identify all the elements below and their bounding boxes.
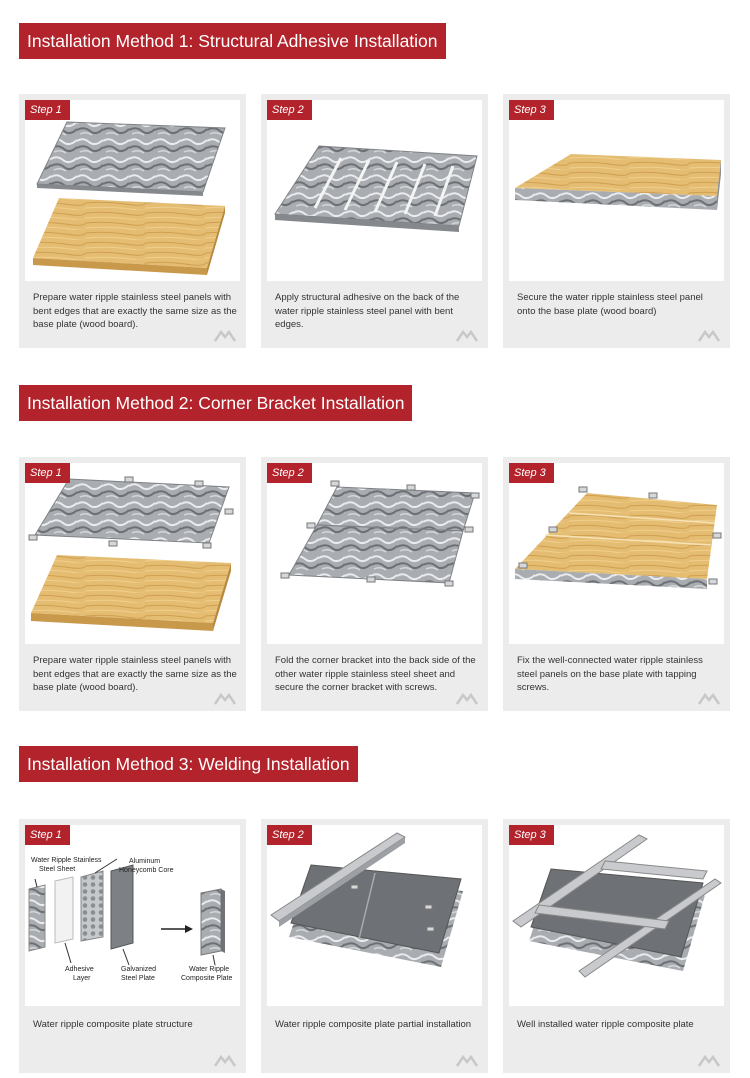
- step-illustration: [25, 825, 240, 1006]
- label-stainless-sheet: Water Ripple Stainless: [31, 857, 102, 864]
- step-card-welding-2: [261, 819, 488, 1073]
- label-steel-plate-2: Steel Plate: [121, 975, 155, 982]
- label-adhesive-layer-2: Layer: [73, 975, 91, 982]
- step-description: Prepare water ripple stainless steel panels with bent edges that are exactly the same size as the base plate (wood board).: [33, 655, 237, 693]
- section-title-bracket: Installation Method 2: Corner Bracket Installation: [19, 385, 412, 421]
- step-badge: Step 1: [25, 463, 70, 483]
- step-illustration: [267, 100, 482, 281]
- step-illustration: [267, 825, 482, 1006]
- step-description: Fix the well-connected water ripple stainless steel panels on the base plate with tapping screws.: [517, 655, 703, 693]
- step-card-adhesive-1: [19, 94, 246, 348]
- step-card-bracket-1: [19, 457, 246, 711]
- logo-watermark-icon: [456, 330, 478, 342]
- label-stainless-sheet-2: Steel Sheet: [39, 866, 76, 873]
- label-steel-plate: Galvanized: [121, 966, 157, 973]
- section-title-welding: Installation Method 3: Welding Installation: [19, 746, 358, 782]
- logo-watermark-icon: [698, 330, 720, 342]
- logo-watermark-icon: [214, 330, 236, 342]
- step-description: Prepare water ripple stainless steel panels with bent edges that are exactly the same size as the base plate (wood board).: [33, 292, 237, 330]
- section-title-adhesive: Installation Method 1: Structural Adhesive Installation: [19, 23, 446, 59]
- step-badge: Step 2: [267, 463, 312, 483]
- step-card-adhesive-2: [261, 94, 488, 348]
- step-badge: Step 2: [267, 100, 312, 120]
- step-description: Water ripple composite plate structure: [33, 1019, 193, 1030]
- label-composite-plate-2: Composite Plate: [181, 975, 233, 982]
- step-badge: Step 1: [25, 100, 70, 120]
- label-honeycomb-core: Aluminum: [129, 858, 161, 865]
- step-description: Water ripple composite plate partial installation: [275, 1019, 472, 1030]
- logo-watermark-icon: [698, 693, 720, 705]
- step-illustration: [25, 463, 240, 644]
- logo-watermark-icon: [698, 1055, 720, 1067]
- step-card-welding-3: [503, 819, 730, 1073]
- step-card-adhesive-3: [503, 94, 730, 348]
- step-illustration: [267, 463, 482, 644]
- step-badge: Step 1: [25, 825, 70, 845]
- label-honeycomb-core-2: Honeycomb Core: [119, 867, 174, 874]
- step-badge: Step 3: [509, 825, 554, 845]
- step-description: Apply structural adhesive on the back of the water ripple stainless steel panel with bent edges.: [275, 292, 460, 330]
- logo-watermark-icon: [456, 1055, 478, 1067]
- logo-watermark-icon: [456, 693, 478, 705]
- logo-watermark-icon: [214, 1055, 236, 1067]
- step-illustration: [509, 463, 724, 644]
- label-composite-plate: Water Ripple: [189, 966, 230, 973]
- logo-watermark-icon: [214, 693, 236, 705]
- step-illustration: [509, 825, 724, 1006]
- step-badge: Step 3: [509, 100, 554, 120]
- label-adhesive-layer: Adhesive: [65, 966, 94, 973]
- step-badge: Step 2: [267, 825, 312, 845]
- step-description: Well installed water ripple composite plate: [517, 1019, 694, 1030]
- step-illustration: [509, 100, 724, 281]
- step-illustration: [25, 100, 240, 281]
- step-description: Secure the water ripple stainless steel panel onto the base plate (wood board): [517, 292, 703, 317]
- step-badge: Step 3: [509, 463, 554, 483]
- step-card-bracket-2: [261, 457, 488, 711]
- step-card-welding-1: [19, 819, 246, 1073]
- step-card-bracket-3: [503, 457, 730, 711]
- step-description: Fold the corner bracket into the back side of the other water ripple stainless steel sheet and secure the corner bracket with screws.: [275, 655, 476, 693]
